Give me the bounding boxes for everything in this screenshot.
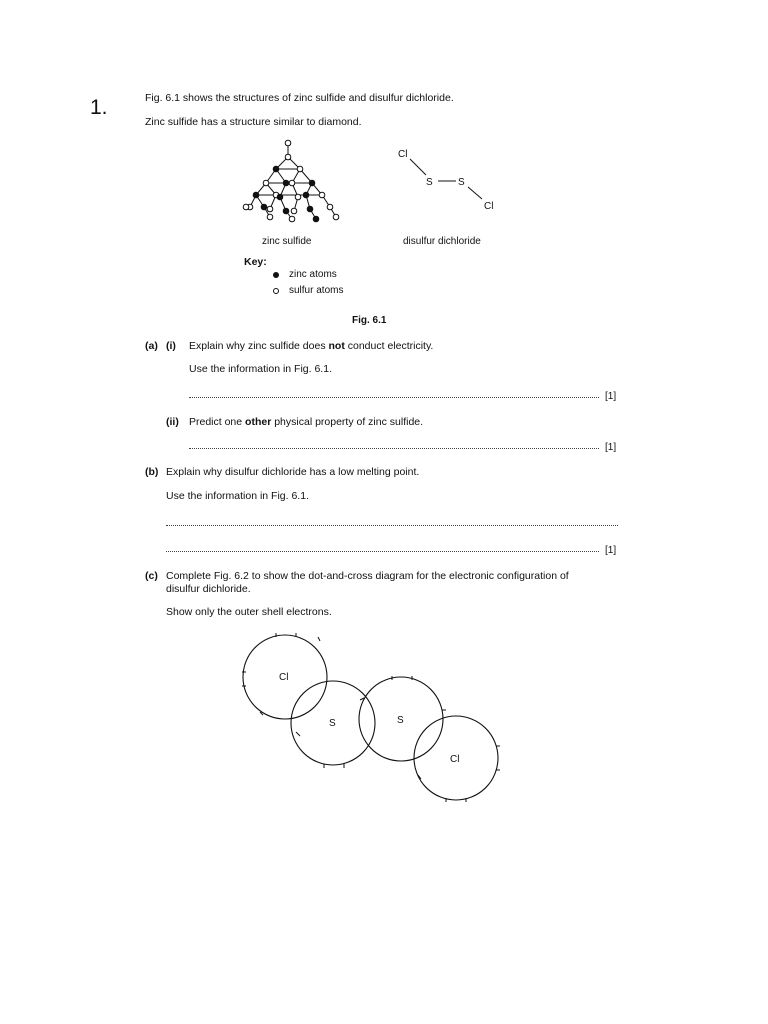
disulfur-dichloride-structure — [390, 145, 510, 215]
sulfur-atom-key-icon — [273, 288, 279, 294]
atom-s-label: S — [426, 177, 433, 188]
mark-allocation: [1] — [605, 391, 617, 402]
part-b-question: Explain why disulfur dichloride has a low melting point. — [166, 466, 420, 478]
figure-label: Fig. 6.1 — [352, 315, 387, 326]
key-title: Key: — [244, 256, 267, 268]
mark-allocation: [1] — [605, 442, 617, 453]
atom-s-label: S — [458, 177, 465, 188]
part-a-i-question: Explain why zinc sulfide does not conduct electricity. — [189, 340, 434, 352]
intro-text-diamond: Zinc sulfide has a structure similar to diamond. — [145, 116, 362, 128]
answer-line[interactable] — [166, 525, 618, 526]
key-sulfur-label: sulfur atoms — [289, 285, 344, 296]
part-b-hint: Use the information in Fig. 6.1. — [166, 490, 309, 502]
atom-s-label: S — [397, 715, 404, 726]
atom-cl-label: Cl — [450, 754, 460, 765]
answer-line[interactable] — [189, 397, 599, 398]
part-a-ii-label: (ii) — [166, 416, 179, 428]
answer-line[interactable] — [189, 448, 599, 449]
part-b-label: (b) — [145, 466, 159, 478]
atom-cl-label: Cl — [398, 149, 408, 160]
caption-disulfur-dichloride: disulfur dichloride — [403, 236, 481, 247]
part-c-question-line1: Complete Fig. 6.2 to show the dot-and-cross diagram for the electronic configuration of — [166, 570, 569, 582]
part-c-label: (c) — [145, 570, 158, 582]
part-c-hint: Show only the outer shell electrons. — [166, 606, 332, 618]
part-a-i-hint: Use the information in Fig. 6.1. — [189, 363, 332, 375]
part-a-i-label: (i) — [166, 340, 176, 352]
dot-and-cross-diagram[interactable] — [230, 620, 520, 820]
intro-text: Fig. 6.1 shows the structures of zinc sulfide and disulfur dichloride. — [145, 92, 454, 104]
answer-line[interactable] — [166, 551, 599, 552]
part-c-question-line2: disulfur dichloride. — [166, 583, 251, 595]
caption-zinc-sulfide: zinc sulfide — [262, 236, 312, 247]
part-a-label: (a) — [145, 340, 158, 352]
mark-allocation: [1] — [605, 545, 617, 556]
zinc-atom-key-icon — [273, 272, 279, 278]
atom-cl-label: Cl — [279, 672, 289, 683]
zinc-sulfide-structure — [240, 135, 350, 230]
atom-s-label: S — [329, 718, 336, 729]
key-zinc-label: zinc atoms — [289, 269, 337, 280]
part-a-ii-question: Predict one other physical property of zinc sulfide. — [189, 416, 424, 428]
atom-cl-label: Cl — [484, 201, 494, 212]
question-number: 1. — [90, 96, 108, 119]
